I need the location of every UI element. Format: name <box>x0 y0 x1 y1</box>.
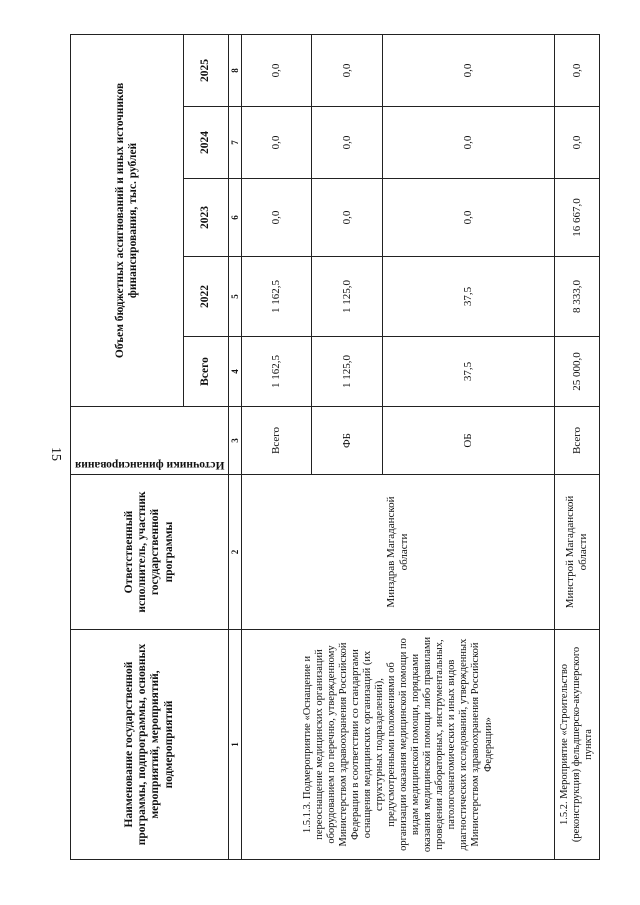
row-source: Всего <box>554 407 599 475</box>
value-2025: 0,0 <box>554 34 599 106</box>
row-source: ФБ <box>311 407 383 475</box>
row-source: Всего <box>242 407 312 475</box>
value-2024: 0,0 <box>554 107 599 179</box>
col-number: 8 <box>228 34 241 106</box>
row-executor: Минстрой Магаданской области <box>554 475 599 630</box>
row-name: 1.5.2. Мероприятие «Строительство (реконструкция) фельдшерско-акушерского пункта <box>554 630 599 860</box>
value-2023: 0,0 <box>311 179 383 257</box>
col-number: 5 <box>228 257 241 337</box>
value-total: 1 125,0 <box>311 337 383 407</box>
value-2024: 0,0 <box>311 107 383 179</box>
header-total: Всего <box>184 337 229 407</box>
header-2022: 2022 <box>184 257 229 337</box>
budget-table-rotated <box>70 35 600 860</box>
value-2023: 16 667,0 <box>554 179 599 257</box>
value-2022: 1 162,5 <box>242 257 312 337</box>
header-name: Наименование государственной программы, подпрограммы, основных мероприятий, мероприятий, подмероприятий <box>71 630 229 860</box>
value-2024: 0,0 <box>383 107 555 179</box>
value-2023: 0,0 <box>242 179 312 257</box>
header-2025: 2025 <box>184 34 229 106</box>
header-budget: Объем бюджетных ассигнований и иных источников финансирования, тыс. рублей <box>71 34 184 406</box>
col-number: 6 <box>228 179 241 257</box>
value-total: 37,5 <box>383 337 555 407</box>
header-executor: Ответственный исполнитель, участник государственной программы <box>71 475 229 630</box>
col-number: 1 <box>228 630 241 860</box>
header-2024: 2024 <box>184 107 229 179</box>
col-number: 4 <box>228 337 241 407</box>
value-total: 1 162,5 <box>242 337 312 407</box>
value-2022: 37,5 <box>383 257 555 337</box>
header-source-text: Источники финансирования <box>74 459 225 471</box>
value-2022: 8 333,0 <box>554 257 599 337</box>
value-2025: 0,0 <box>383 34 555 106</box>
value-2022: 1 125,0 <box>311 257 383 337</box>
value-total: 25 000,0 <box>554 337 599 407</box>
row-executor: Минздрав Магаданской области <box>242 475 555 630</box>
row-source: ОБ <box>383 407 555 475</box>
value-2025: 0,0 <box>311 34 383 106</box>
header-2023: 2023 <box>184 179 229 257</box>
value-2023: 0,0 <box>383 179 555 257</box>
header-source <box>71 407 229 475</box>
value-2025: 0,0 <box>242 34 312 106</box>
col-number: 2 <box>228 475 241 630</box>
row-name: 1.5.1.3. Подмероприятие «Оснащение и переоснащение медицинских организаций оборудованием по перечню, утвержденному Министерством здравоохранения Российской Федерации в соответствии со стандартами оснащения медицинских организаций (их структурных подразделений), предусмотренными положениями об организации оказания медицинской помощи по видам медицинской помощи, порядками оказания медицинской помощи либо правилами проведения лабораторных, инструментальных, патологоанатомических и иных видов диагностических исследований, утвержденных Министерством здравоохранения Российской Федерации» <box>242 630 555 860</box>
value-2024: 0,0 <box>242 107 312 179</box>
budget-table <box>70 34 600 860</box>
page-number: 15 <box>48 447 63 461</box>
col-number: 3 <box>228 407 241 475</box>
col-number: 7 <box>228 107 241 179</box>
